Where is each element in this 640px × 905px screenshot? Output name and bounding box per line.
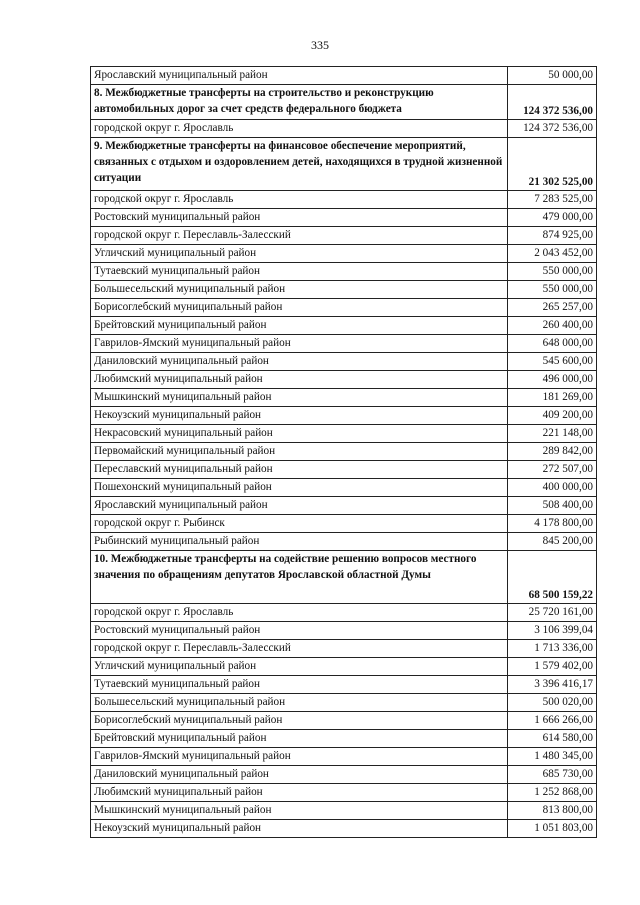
recipient-name: Гаврилов-Ямский муниципальный район [91, 748, 508, 766]
recipient-name: Большесельский муниципальный район [91, 694, 508, 712]
table-row [91, 353, 597, 371]
section-title: 8. Межбюджетные трансферты на строительство и реконструкцию автомобильных дорог за счет средств федерального бюджета [91, 85, 508, 120]
table-row [91, 299, 597, 317]
amount: 1 713 336,00 [508, 640, 597, 658]
section-total: 68 500 159,22 [508, 551, 597, 604]
recipient-name: городской округ г. Переславль-Залесский [91, 640, 508, 658]
recipient-name: Большесельский муниципальный район [91, 281, 508, 299]
table-row [91, 67, 597, 85]
table-row [91, 748, 597, 766]
amount: 496 000,00 [508, 371, 597, 389]
amount: 500 020,00 [508, 694, 597, 712]
recipient-name: городской округ г. Ярославль [91, 604, 508, 622]
amount: 265 257,00 [508, 299, 597, 317]
section-header-row [91, 85, 597, 120]
table-row [91, 515, 597, 533]
table-row [91, 407, 597, 425]
page-number: 335 [311, 38, 329, 52]
amount: 550 000,00 [508, 263, 597, 281]
recipient-name: городской округ г. Ярославль [91, 191, 508, 209]
table-row [91, 784, 597, 802]
amount: 124 372 536,00 [508, 120, 597, 138]
recipient-name: городской округ г. Ярославль [91, 120, 508, 138]
recipient-name: Борисоглебский муниципальный район [91, 299, 508, 317]
amount: 1 051 803,00 [508, 820, 597, 838]
table-row [91, 263, 597, 281]
table-row [91, 694, 597, 712]
table-row [91, 245, 597, 263]
recipient-name: Переславский муниципальный район [91, 461, 508, 479]
recipient-name: Рыбинский муниципальный район [91, 533, 508, 551]
amount: 813 800,00 [508, 802, 597, 820]
table-row [91, 658, 597, 676]
table-row [91, 389, 597, 407]
recipient-name: Даниловский муниципальный район [91, 766, 508, 784]
recipient-name: Ярославский муниципальный район [91, 497, 508, 515]
recipient-name: Даниловский муниципальный район [91, 353, 508, 371]
amount: 648 000,00 [508, 335, 597, 353]
amount: 4 178 800,00 [508, 515, 597, 533]
amount: 272 507,00 [508, 461, 597, 479]
recipient-name: Угличский муниципальный район [91, 245, 508, 263]
recipient-name: городской округ г. Рыбинск [91, 515, 508, 533]
amount: 181 269,00 [508, 389, 597, 407]
section-title: 10. Межбюджетные трансферты на содействие решению вопросов местного значения по обращениям депутатов Ярославской областной Думы [91, 551, 508, 604]
section-header-row [91, 551, 597, 604]
table-row [91, 461, 597, 479]
amount: 1 252 868,00 [508, 784, 597, 802]
table-row [91, 209, 597, 227]
section-title: 9. Межбюджетные трансферты на финансовое обеспечение мероприятий, связанных с отдыхом и оздоровлением детей, находящихся в трудной жизненной ситуации [91, 138, 508, 191]
amount: 1 579 402,00 [508, 658, 597, 676]
amount: 1 480 345,00 [508, 748, 597, 766]
recipient-name: Гаврилов-Ямский муниципальный район [91, 335, 508, 353]
table-row [91, 604, 597, 622]
table-row [91, 820, 597, 838]
amount: 479 000,00 [508, 209, 597, 227]
recipient-name: Брейтовский муниципальный район [91, 317, 508, 335]
amount: 7 283 525,00 [508, 191, 597, 209]
transfers-table [90, 66, 597, 838]
table-row [91, 281, 597, 299]
amount: 25 720 161,00 [508, 604, 597, 622]
table-row [91, 191, 597, 209]
recipient-name: Брейтовский муниципальный район [91, 730, 508, 748]
recipient-name: Первомайский муниципальный район [91, 443, 508, 461]
table-row [91, 120, 597, 138]
amount: 845 200,00 [508, 533, 597, 551]
recipient-name: Ростовский муниципальный район [91, 622, 508, 640]
amount: 409 200,00 [508, 407, 597, 425]
section-total: 21 302 525,00 [508, 138, 597, 191]
table-row [91, 335, 597, 353]
amount: 221 148,00 [508, 425, 597, 443]
table-row [91, 712, 597, 730]
recipient-name: Угличский муниципальный район [91, 658, 508, 676]
recipient-name: Пошехонский муниципальный район [91, 479, 508, 497]
amount: 874 925,00 [508, 227, 597, 245]
table-row [91, 479, 597, 497]
table-row [91, 497, 597, 515]
amount: 2 043 452,00 [508, 245, 597, 263]
amount: 3 396 416,17 [508, 676, 597, 694]
recipient-name: Мышкинский муниципальный район [91, 389, 508, 407]
recipient-name: Любимский муниципальный район [91, 784, 508, 802]
recipient-name: Мышкинский муниципальный район [91, 802, 508, 820]
section-header-row [91, 138, 597, 191]
amount: 260 400,00 [508, 317, 597, 335]
amount: 50 000,00 [508, 67, 597, 85]
recipient-name: Некоузский муниципальный район [91, 407, 508, 425]
recipient-name: Тутаевский муниципальный район [91, 676, 508, 694]
section-total: 124 372 536,00 [508, 85, 597, 120]
amount: 685 730,00 [508, 766, 597, 784]
amount: 1 666 266,00 [508, 712, 597, 730]
table-row [91, 371, 597, 389]
recipient-name: Ростовский муниципальный район [91, 209, 508, 227]
recipient-name: городской округ г. Переславль-Залесский [91, 227, 508, 245]
table-row [91, 443, 597, 461]
amount: 508 400,00 [508, 497, 597, 515]
table-row [91, 317, 597, 335]
amount: 3 106 399,04 [508, 622, 597, 640]
recipient-name: Борисоглебский муниципальный район [91, 712, 508, 730]
table-row [91, 802, 597, 820]
amount: 545 600,00 [508, 353, 597, 371]
recipient-name: Тутаевский муниципальный район [91, 263, 508, 281]
table-row [91, 730, 597, 748]
amount: 289 842,00 [508, 443, 597, 461]
recipient-name: Некоузский муниципальный район [91, 820, 508, 838]
recipient-name: Ярославский муниципальный район [91, 67, 508, 85]
table-row [91, 622, 597, 640]
table-row [91, 533, 597, 551]
table-row [91, 676, 597, 694]
amount: 614 580,00 [508, 730, 597, 748]
amount: 400 000,00 [508, 479, 597, 497]
table-row [91, 640, 597, 658]
recipient-name: Любимский муниципальный район [91, 371, 508, 389]
recipient-name: Некрасовский муниципальный район [91, 425, 508, 443]
table-row [91, 766, 597, 784]
table-row [91, 425, 597, 443]
table-row [91, 227, 597, 245]
amount: 550 000,00 [508, 281, 597, 299]
